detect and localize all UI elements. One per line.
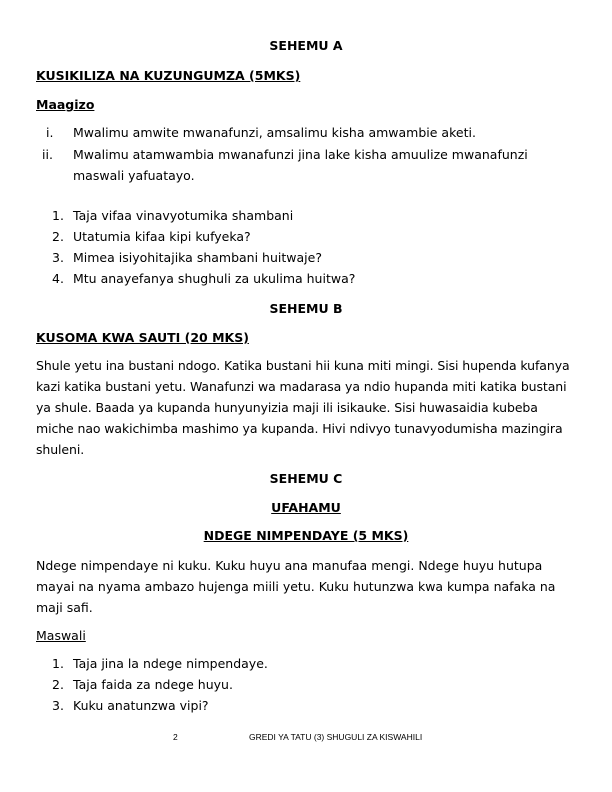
question-number: 1. [52,656,64,671]
section-b-heading: SEHEMU B [269,301,343,316]
section-b-title: KUSOMA KWA SAUTI (20 MKS) [36,330,249,345]
instruction-item-continuation: maswali yafuatayo. [73,168,195,183]
question-number: 2. [52,229,64,244]
question-number: 3. [52,250,64,265]
question-item: Mimea isiyohitajika shambani huitwaje? [73,250,322,265]
question-item: Kuku anatunzwa vipi? [73,698,209,713]
footer-text: GREDI YA TATU (3) SHUGULI ZA KISWAHILI [249,732,423,742]
question-number: 1. [52,208,64,223]
question-number: 3. [52,698,64,713]
instruction-number: ii. [42,147,53,162]
question-item: Taja vifaa vinavyotumika shambani [73,208,294,223]
comprehension-passage: Ndege nimpendaye ni kuku. Kuku huyu ana manufaa mengi. Ndege huyu hutupa mayai na nyama ambazo hujenga miili yetu. Kuku hutunzwa kwa kumpa nafaka na maji safi. [36,558,556,615]
question-item: Taja faida za ndege huyu. [73,677,233,692]
section-c-subheading: UFAHAMU [271,500,341,515]
section-a-title: KUSIKILIZA NA KUZUNGUMZA (5MKS) [36,68,301,83]
instruction-number: i. [46,125,54,140]
reading-passage: Shule yetu ina bustani ndogo. Katika bustani hii kuna miti mingi. Sisi hupenda kufanya kazi katika bustani yetu. Wanafunzi wa madarasa ya ndio hupanda miti katika bustani ya shule. Baada ya kupanda hunyunyizia maji ili isikauke. Sisi huwasaidia kubeba miche nao wakichimba mashimo ya kupanda. Hivi ndivyo tunavyodumisha mazingira shuleni. [36,358,570,457]
section-a-instructions-label: Maagizo [36,97,95,112]
question-item: Mtu anayefanya shughuli za ukulima huitwa? [73,271,356,286]
question-item: Utatumia kifaa kipi kufyeka? [73,229,251,244]
question-item: Taja jina la ndege nimpendaye. [73,656,268,671]
section-c-heading: SEHEMU C [269,471,343,486]
question-number: 2. [52,677,64,692]
page-number: 2 [173,732,178,742]
section-c-title: NDEGE NIMPENDAYE (5 MKS) [203,528,409,543]
section-c-questions-label: Maswali [36,628,86,643]
section-a-heading: SEHEMU A [269,38,343,53]
question-number: 4. [52,271,64,286]
instruction-item: Mwalimu amwite mwanafunzi, amsalimu kisha amwambie aketi. [73,125,476,140]
instruction-item: Mwalimu atamwambia mwanafunzi jina lake kisha amuulize mwanafunzi [73,147,528,162]
